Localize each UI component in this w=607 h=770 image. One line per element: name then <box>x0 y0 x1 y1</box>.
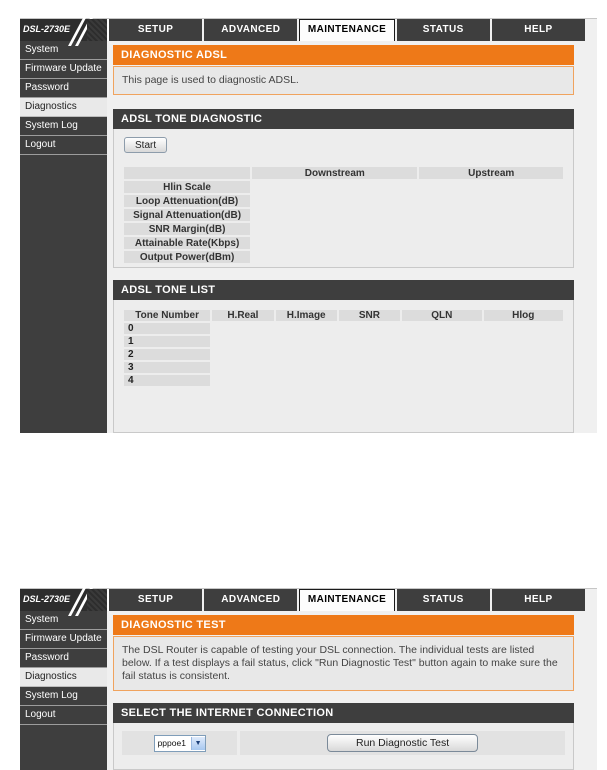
tone-col-h-image: H.Image <box>276 310 337 321</box>
connection-select[interactable] <box>154 735 206 752</box>
tone-col-qln: QLN <box>402 310 481 321</box>
tab-status[interactable]: STATUS <box>397 589 490 611</box>
tab-maintenance[interactable]: MAINTENANCE <box>299 19 394 41</box>
brand-logo <box>20 19 109 41</box>
tab-advanced[interactable]: ADVANCED <box>204 589 297 611</box>
brand-logo <box>20 589 109 611</box>
table-row <box>124 209 563 221</box>
diag-value-upstream <box>419 251 563 263</box>
logo-pattern <box>87 19 107 41</box>
diag-row-label: Signal Attenuation(dB) <box>124 209 250 221</box>
diag-value-upstream <box>419 195 563 207</box>
table-row <box>124 349 563 360</box>
top-header <box>20 19 597 41</box>
section-title-tone-list: ADSL TONE LIST <box>113 280 574 300</box>
diag-col-downstream: Downstream <box>252 167 417 179</box>
tone-diagnostic-table <box>122 165 565 265</box>
sidebar-item-diagnostics[interactable]: Diagnostics <box>20 98 107 117</box>
tab-advanced[interactable]: ADVANCED <box>204 19 297 41</box>
diag-value-downstream <box>252 237 417 249</box>
diag-value-downstream <box>252 181 417 193</box>
diag-row-label: Hlin Scale <box>124 181 250 193</box>
tone-number-cell: 2 <box>124 349 210 360</box>
section-title-tone-diagnostic: ADSL TONE DIAGNOSTIC <box>113 109 574 129</box>
brand-text: DSL-2730E <box>23 24 71 34</box>
tab-setup[interactable]: SETUP <box>109 19 202 41</box>
logo-pattern <box>87 589 107 611</box>
tab-maintenance[interactable]: MAINTENANCE <box>299 589 394 611</box>
diag-row-label: Output Power(dBm) <box>124 251 250 263</box>
diag-col-blank <box>124 167 250 179</box>
tone-col-hlog: Hlog <box>484 310 563 321</box>
diag-value-downstream <box>252 209 417 221</box>
table-row <box>124 362 563 373</box>
header-spacer <box>585 589 597 611</box>
table-row <box>124 195 563 207</box>
page-title: DIAGNOSTIC TEST <box>113 615 574 635</box>
start-button[interactable]: Start <box>124 137 167 153</box>
page-description: This page is used to diagnostic ADSL. <box>113 66 574 95</box>
sidebar-item-logout[interactable]: Logout <box>20 136 107 155</box>
tone-list-table <box>122 308 565 388</box>
diag-value-upstream <box>419 181 563 193</box>
tone-col-h-real: H.Real <box>212 310 273 321</box>
sidebar-item-system-log[interactable]: System Log <box>20 687 107 706</box>
diag-value-upstream <box>419 237 563 249</box>
diag-col-upstream: Upstream <box>419 167 563 179</box>
diag-row-label: Loop Attenuation(dB) <box>124 195 250 207</box>
table-row <box>124 323 563 334</box>
header-spacer <box>585 19 597 41</box>
nav-tabs <box>109 19 585 41</box>
diag-value-downstream <box>252 251 417 263</box>
sidebar-item-firmware-update[interactable]: Firmware Update <box>20 630 107 649</box>
section-select-connection <box>113 723 574 770</box>
tab-help[interactable]: HELP <box>492 589 585 611</box>
diag-value-upstream <box>419 209 563 221</box>
tab-status[interactable]: STATUS <box>397 19 490 41</box>
sidebar-item-password[interactable]: Password <box>20 79 107 98</box>
page-title: DIAGNOSTIC ADSL <box>113 45 574 65</box>
section-tone-list <box>113 300 574 433</box>
tab-help[interactable]: HELP <box>492 19 585 41</box>
table-row <box>124 251 563 263</box>
table-row <box>124 223 563 235</box>
tone-col-snr: SNR <box>339 310 400 321</box>
sidebar-item-diagnostics[interactable]: Diagnostics <box>20 668 107 687</box>
sidebar-item-system[interactable]: System <box>20 611 107 630</box>
nav-tabs <box>109 589 585 611</box>
sidebar <box>20 41 107 433</box>
content-area <box>107 41 597 433</box>
diag-value-downstream <box>252 223 417 235</box>
sidebar-item-system[interactable]: System <box>20 41 107 60</box>
tone-number-cell: 3 <box>124 362 210 373</box>
section-tone-diagnostic <box>113 129 574 268</box>
brand-text: DSL-2730E <box>23 594 71 604</box>
sidebar-item-system-log[interactable]: System Log <box>20 117 107 136</box>
sidebar-item-firmware-update[interactable]: Firmware Update <box>20 60 107 79</box>
sidebar-item-password[interactable]: Password <box>20 649 107 668</box>
diag-value-upstream <box>419 223 563 235</box>
table-row <box>124 375 563 386</box>
tone-number-cell: 4 <box>124 375 210 386</box>
sidebar <box>20 611 107 770</box>
content-area <box>107 611 597 770</box>
tone-col-tone-number: Tone Number <box>124 310 210 321</box>
table-row <box>124 181 563 193</box>
diag-value-downstream <box>252 195 417 207</box>
run-diagnostic-test-button[interactable]: Run Diagnostic Test <box>327 734 478 752</box>
chevron-down-icon: ▼ <box>191 737 205 750</box>
run-test-cell <box>240 731 565 755</box>
table-row <box>124 237 563 249</box>
sidebar-item-logout[interactable]: Logout <box>20 706 107 725</box>
panel-diagnostic-adsl <box>20 18 597 384</box>
connection-row <box>122 731 565 755</box>
panel-diagnostic-test <box>20 588 597 749</box>
section-title-select-connection: SELECT THE INTERNET CONNECTION <box>113 703 574 723</box>
table-row <box>124 336 563 347</box>
connection-select-value: pppoe1 <box>157 738 186 748</box>
connection-select-cell <box>122 731 237 755</box>
tone-number-cell: 0 <box>124 323 210 334</box>
tab-setup[interactable]: SETUP <box>109 589 202 611</box>
diag-row-label: Attainable Rate(Kbps) <box>124 237 250 249</box>
tone-number-cell: 1 <box>124 336 210 347</box>
page-description: The DSL Router is capable of testing your DSL connection. The individual tests are listed below. If a test displays a fail status, click "Run Diagnostic Test" button again to make sure the fail status is consistent. <box>113 636 574 691</box>
diag-row-label: SNR Margin(dB) <box>124 223 250 235</box>
top-header <box>20 589 597 611</box>
